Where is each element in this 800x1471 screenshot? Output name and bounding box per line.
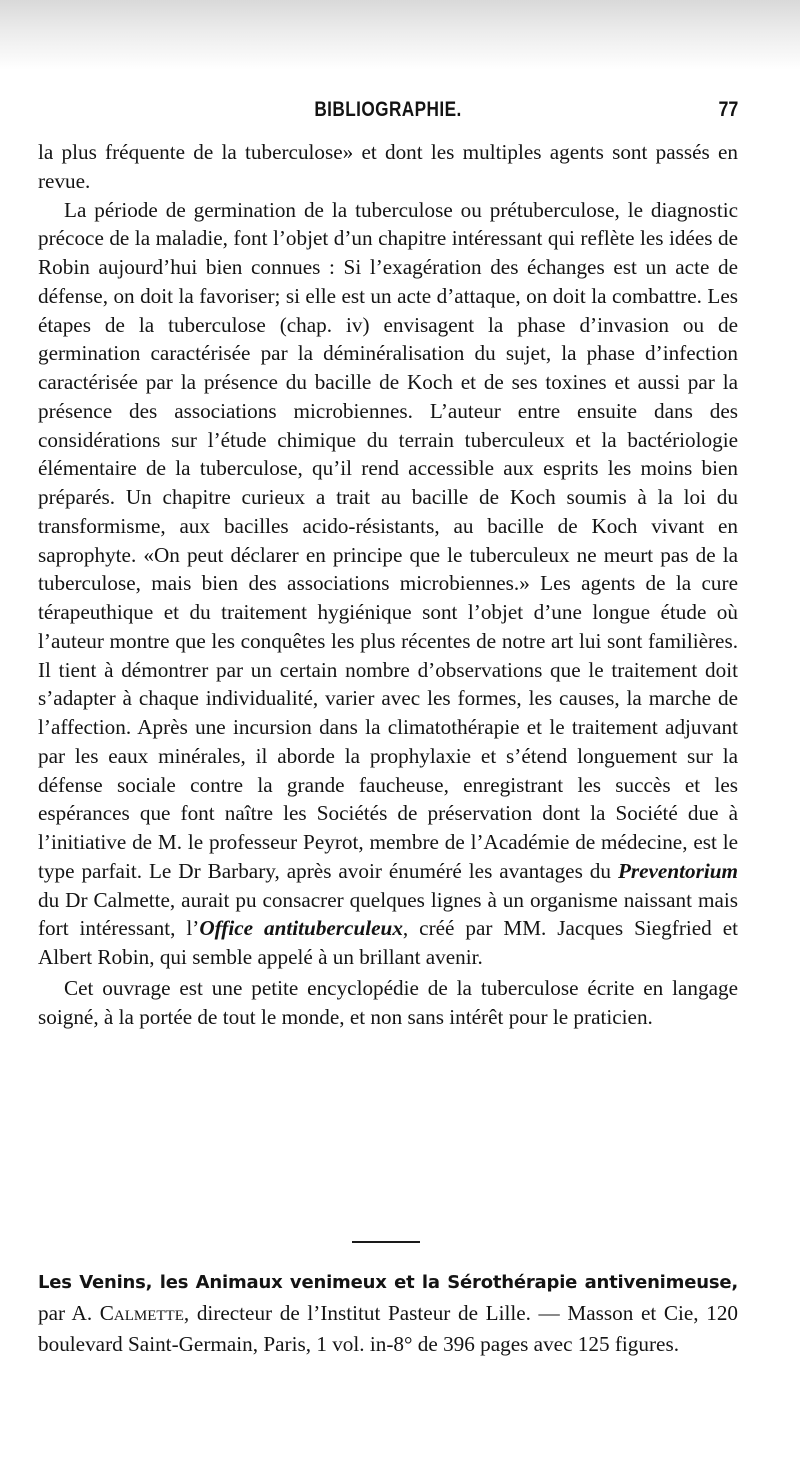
- review-title: Les Venins, les Animaux venimeux et la Sérothérapie antivenimeuse,: [38, 1272, 738, 1293]
- paragraph-text: Cet ouvrage est une petite encyclopédie de la tuberculose écrite en langage soigné, à la portée de tout le monde, et non sans intérêt pour le praticien.: [38, 975, 738, 1029]
- section-divider: [352, 1241, 420, 1243]
- preventorium-term: Preventorium: [617, 858, 738, 883]
- review-author: Calmette: [99, 1301, 184, 1325]
- paragraph-text: , créé par MM. Jacques Siegfried et Albert Robin, qui semble appelé à un brillant avenir.: [38, 916, 739, 969]
- office-term: Office antituberculeux: [199, 916, 403, 941]
- review-entry: [38, 1266, 738, 1360]
- running-title: BIBLIOGRAPHIE.: [314, 98, 462, 121]
- running-head: [38, 98, 738, 128]
- paragraph-text: du Dr Calmette, aurait pu consacrer quelques lignes à un organisme naissant mais fort intéressant, l’: [38, 887, 738, 941]
- paragraph-continued: [38, 138, 738, 196]
- paragraph-text: la plus fréquente de la tuberculose» et dont les multiples agents sont passés en revue.: [38, 140, 738, 193]
- scan-shadow: [0, 0, 800, 70]
- review-details: , directeur de l’Institut Pasteur de Lille. — Masson et Cie, 120 boulevard Saint-Germain, Paris, 1 vol. in-8° de 396 pages avec 125 figures.: [38, 1301, 739, 1356]
- body-text: [38, 138, 738, 1031]
- review-by: par A.: [38, 1301, 93, 1325]
- page-number: 77: [718, 98, 738, 121]
- paragraph-text: La période de germination de la tuberculose ou prétuberculose, le diagnostic précoce de la maladie, font l’objet d’un chapitre intéressant qui reflète les idées de Robin aujourd’hui bien connues : Si l’exagération des échanges est un acte de défense, on doit la favoriser; si elle est un acte d’attaque, on doit la combattre. Les étapes de la tuberculose (chap. iv) envisagent la phase d’invasion ou de germination caractérisée par la déminéralisation du sujet, la phase d’infection caractérisée par la présence du bacille de Koch et de ses toxines et aussi par la présence des associations microbiennes. L’auteur entre ensuite dans des considérations sur l’étude chimique du terrain tuberculeux et la bactériologie élémentaire de la tuberculose, qu’il rend accessible aux esprits les moins bien préparés. Un chapitre curieux a trait au bacille de Koch soumis à la loi du transformisme, aux bacilles acido-résistants, au bacille de Koch vivant en saprophyte. «On peut déclarer en principe que le tuberculeux ne meurt pas de la tuberculose, mais bien des associations microbiennes.» Les agents de la cure térapeuthique et du traitement hygiénique sont l’objet d’une longue étude où l’auteur montre que les conquêtes les plus récentes de notre art lui sont familières. Il tient à démontrer par un certain nombre d’observations que le traitement doit s’adapter à chaque individualité, varier avec les formes, les causes, la marche de l’affection. Après une incursion dans la climatothérapie et le traitement adjuvant par les eaux minérales, il aborde la prophylaxie et s’étend longuement sur la défense sociale contre la grande faucheuse, enregistrant les succès et les espérances que font naître les Sociétés de préservation dont la Société due à l’initiative de M. le professeur Peyrot, membre de l’Académie de médecine, est le type parfait. Le Dr Barbary, après avoir énuméré les avantages du: [38, 197, 738, 883]
- paragraph-germination: [38, 196, 738, 972]
- paragraph-conclusion: [38, 974, 738, 1032]
